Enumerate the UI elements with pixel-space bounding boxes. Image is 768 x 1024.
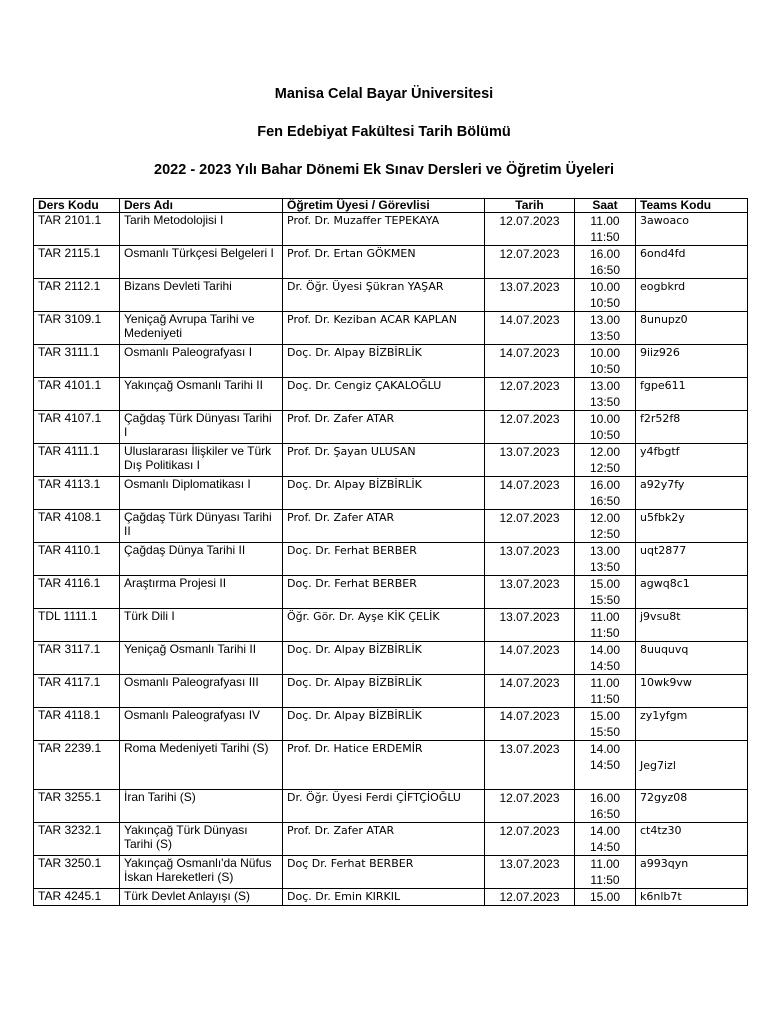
- table-header-row: [34, 199, 748, 213]
- teams-code-cell: [636, 741, 748, 790]
- course-name-cell: Uluslararası İlişkiler ve Türk Dış Politikası I: [120, 444, 283, 477]
- time-cell: [575, 477, 636, 510]
- lecturer-cell: Prof. Dr. Hatice ERDEMİR: [283, 741, 485, 790]
- teams-code-cell: f2r52f8: [636, 411, 748, 444]
- course-code-cell: TAR 3117.1: [34, 642, 120, 675]
- teams-code-cell: uqt2877: [636, 543, 748, 576]
- table-row: [34, 510, 748, 543]
- column-header-name: Ders Adı: [120, 199, 283, 213]
- lecturer-cell: Prof. Dr. Zafer ATAR: [283, 823, 485, 856]
- time-cell: [575, 576, 636, 609]
- course-code-cell: TAR 2115.1: [34, 246, 120, 279]
- teams-code-cell: 9iiz926: [636, 345, 748, 378]
- date-cell: 14.07.2023: [485, 345, 575, 378]
- time-cell: [575, 856, 636, 889]
- course-name-cell: Çağdaş Türk Dünyası Tarihi II: [120, 510, 283, 543]
- course-name-cell: Osmanlı Paleografyası I: [120, 345, 283, 378]
- table-row: [34, 444, 748, 477]
- start-time: 14.00: [589, 824, 621, 838]
- course-code-cell: TAR 3232.1: [34, 823, 120, 856]
- course-name-cell: Osmanlı Türkçesi Belgeleri I: [120, 246, 283, 279]
- teams-code-cell: fgpe611: [636, 378, 748, 411]
- lecturer-cell: Dr. Öğr. Üyesi Şükran YAŞAR: [283, 279, 485, 312]
- start-time: 10.00: [589, 346, 621, 360]
- end-time: 12:50: [589, 527, 621, 541]
- teams-code-cell: 10wk9vw: [636, 675, 748, 708]
- teams-code-cell: k6nlb7t: [636, 889, 748, 906]
- column-header-lecturer: Öğretim Üyesi / Görevlisi: [283, 199, 485, 213]
- teams-code-cell: agwq8c1: [636, 576, 748, 609]
- end-time: 10:50: [589, 428, 621, 442]
- end-time: 11:50: [590, 873, 620, 887]
- time-cell: [575, 213, 636, 246]
- time-cell: [575, 279, 636, 312]
- start-time: 10.00: [589, 280, 621, 294]
- time-cell: [575, 246, 636, 279]
- course-code-cell: TAR 2101.1: [34, 213, 120, 246]
- lecturer-cell: Doç. Dr. Alpay BİZBİRLİK: [283, 345, 485, 378]
- date-cell: 14.07.2023: [485, 312, 575, 345]
- exam-schedule-table: [33, 198, 748, 906]
- end-time: 11:50: [590, 692, 620, 706]
- end-time: 15:50: [589, 593, 621, 607]
- date-cell: 14.07.2023: [485, 675, 575, 708]
- lecturer-cell: Doç. Dr. Ferhat BERBER: [283, 576, 485, 609]
- teams-code-cell: zy1yfgm: [636, 708, 748, 741]
- lecturer-cell: Prof. Dr. Keziban ACAR KAPLAN: [283, 312, 485, 345]
- course-code-cell: TAR 4101.1: [34, 378, 120, 411]
- time-cell: [575, 345, 636, 378]
- course-code-cell: TAR 2239.1: [34, 741, 120, 790]
- lecturer-cell: Prof. Dr. Zafer ATAR: [283, 411, 485, 444]
- time-cell: [575, 609, 636, 642]
- start-time: 11.00: [590, 214, 620, 228]
- end-time: 16:50: [589, 807, 621, 821]
- course-code-cell: TAR 3111.1: [34, 345, 120, 378]
- column-header-teams: Teams Kodu: [636, 199, 748, 213]
- time-cell: [575, 378, 636, 411]
- course-name-cell: Bizans Devleti Tarihi: [120, 279, 283, 312]
- course-name-cell: Türk Dili I: [120, 609, 283, 642]
- teams-code-cell: eogbkrd: [636, 279, 748, 312]
- course-name-cell: Yakınçağ Türk Dünyası Tarihi (S): [120, 823, 283, 856]
- lecturer-cell: Doç Dr. Ferhat BERBER: [283, 856, 485, 889]
- table-row: [34, 345, 748, 378]
- course-name-cell: Osmanlı Diplomatikası I: [120, 477, 283, 510]
- time-cell: [575, 823, 636, 856]
- course-code-cell: TAR 4107.1: [34, 411, 120, 444]
- date-cell: 13.07.2023: [485, 741, 575, 790]
- lecturer-cell: Prof. Dr. Zafer ATAR: [283, 510, 485, 543]
- lecturer-cell: Prof. Dr. Muzaffer TEPEKAYA: [283, 213, 485, 246]
- date-cell: 12.07.2023: [485, 378, 575, 411]
- end-time: 13:50: [589, 329, 621, 343]
- teams-code-cell: 6ond4fd: [636, 246, 748, 279]
- date-cell: 13.07.2023: [485, 609, 575, 642]
- course-name-cell: Türk Devlet Anlayışı (S): [120, 889, 283, 906]
- lecturer-cell: Doç. Dr. Emin KIRKIL: [283, 889, 485, 906]
- start-time: 12.00: [589, 445, 621, 459]
- table-row: [34, 708, 748, 741]
- start-time: 15.00: [589, 577, 621, 591]
- time-cell: [575, 708, 636, 741]
- start-time: 14.00: [589, 742, 621, 756]
- date-cell: 13.07.2023: [485, 444, 575, 477]
- time-cell: [575, 675, 636, 708]
- lecturer-cell: Doç. Dr. Alpay BİZBİRLİK: [283, 675, 485, 708]
- lecturer-cell: Doç. Dr. Alpay BİZBİRLİK: [283, 708, 485, 741]
- table-row: [34, 856, 748, 889]
- course-name-cell: Yeniçağ Avrupa Tarihi ve Medeniyeti: [120, 312, 283, 345]
- lecturer-cell: Öğr. Gör. Dr. Ayşe KİK ÇELİK: [283, 609, 485, 642]
- start-time: 10.00: [589, 412, 621, 426]
- date-cell: 14.07.2023: [485, 477, 575, 510]
- course-name-cell: Roma Medeniyeti Tarihi (S): [120, 741, 283, 790]
- time-cell: [575, 889, 636, 906]
- end-time: 11:50: [590, 230, 620, 244]
- teams-code-cell: u5fbk2y: [636, 510, 748, 543]
- teams-code-cell: a92y7fy: [636, 477, 748, 510]
- table-row: [34, 543, 748, 576]
- table-row: [34, 279, 748, 312]
- course-code-cell: TAR 4110.1: [34, 543, 120, 576]
- time-cell: [575, 790, 636, 823]
- start-time: 11.00: [590, 610, 620, 624]
- end-time: 15:50: [589, 725, 621, 739]
- end-time: 14:50: [589, 840, 621, 854]
- date-cell: 14.07.2023: [485, 642, 575, 675]
- start-time: 13.00: [589, 379, 621, 393]
- lecturer-cell: Prof. Dr. Şayan ULUSAN: [283, 444, 485, 477]
- table-row: [34, 213, 748, 246]
- start-time: 12.00: [589, 511, 621, 525]
- table-row: [34, 609, 748, 642]
- course-code-cell: TAR 4117.1: [34, 675, 120, 708]
- start-time: 15.00: [589, 890, 621, 904]
- start-time: 16.00: [589, 247, 621, 261]
- start-time: 13.00: [589, 544, 621, 558]
- table-row: [34, 312, 748, 345]
- end-time: 10:50: [589, 296, 621, 310]
- course-name-cell: Çağdaş Türk Dünyası Tarihi I: [120, 411, 283, 444]
- course-name-cell: Çağdaş Dünya Tarihi II: [120, 543, 283, 576]
- table-row: [34, 790, 748, 823]
- lecturer-cell: Dr. Öğr. Üyesi Ferdi ÇİFTÇİOĞLU: [283, 790, 485, 823]
- lecturer-cell: Doç. Dr. Alpay BİZBİRLİK: [283, 642, 485, 675]
- date-cell: 12.07.2023: [485, 510, 575, 543]
- date-cell: 12.07.2023: [485, 823, 575, 856]
- time-cell: [575, 642, 636, 675]
- course-name-cell: Osmanlı Paleografyası IV: [120, 708, 283, 741]
- course-name-cell: Yakınçağ Osmanlı'da Nüfus İskan Hareketleri (S): [120, 856, 283, 889]
- end-time: 13:50: [589, 560, 621, 574]
- date-cell: 13.07.2023: [485, 576, 575, 609]
- course-code-cell: TAR 3255.1: [34, 790, 120, 823]
- end-time: 12:50: [589, 461, 621, 475]
- teams-code-cell: a993qyn: [636, 856, 748, 889]
- course-code-cell: TAR 2112.1: [34, 279, 120, 312]
- teams-code-cell: 8unupz0: [636, 312, 748, 345]
- date-cell: 13.07.2023: [485, 279, 575, 312]
- course-code-cell: TDL 1111.1: [34, 609, 120, 642]
- date-cell: 13.07.2023: [485, 543, 575, 576]
- table-row: [34, 378, 748, 411]
- teams-code: Jeg7izl: [640, 759, 676, 772]
- time-cell: [575, 312, 636, 345]
- course-code-cell: TAR 4113.1: [34, 477, 120, 510]
- time-cell: [575, 543, 636, 576]
- course-name-cell: İran Tarihi (S): [120, 790, 283, 823]
- course-name-cell: Araştırma Projesi II: [120, 576, 283, 609]
- column-header-date: Tarih: [485, 199, 575, 213]
- table-row: [34, 576, 748, 609]
- course-code-cell: TAR 3250.1: [34, 856, 120, 889]
- teams-code-cell: 8uuquvq: [636, 642, 748, 675]
- column-header-time: Saat: [575, 199, 636, 213]
- course-code-cell: TAR 4111.1: [34, 444, 120, 477]
- table-row: [34, 642, 748, 675]
- lecturer-cell: Prof. Dr. Ertan GÖKMEN: [283, 246, 485, 279]
- date-cell: 14.07.2023: [485, 708, 575, 741]
- date-cell: 12.07.2023: [485, 790, 575, 823]
- start-time: 16.00: [589, 791, 621, 805]
- table-row: [34, 477, 748, 510]
- table-row: [34, 246, 748, 279]
- faculty-title: Fen Edebiyat Fakültesi Tarih Bölümü: [257, 124, 511, 140]
- teams-code-cell: 3awoaco: [636, 213, 748, 246]
- column-header-code: Ders Kodu: [34, 199, 120, 213]
- start-time: 14.00: [589, 643, 621, 657]
- start-time: 16.00: [589, 478, 621, 492]
- teams-code-cell: y4fbgtf: [636, 444, 748, 477]
- course-name-cell: Yeniçağ Osmanlı Tarihi II: [120, 642, 283, 675]
- teams-code-cell: 72gyz08: [636, 790, 748, 823]
- teams-code-cell: j9vsu8t: [636, 609, 748, 642]
- start-time: 11.00: [590, 857, 620, 871]
- end-time: 14:50: [589, 758, 621, 772]
- lecturer-cell: Doç. Dr. Cengiz ÇAKALOĞLU: [283, 378, 485, 411]
- date-cell: 12.07.2023: [485, 246, 575, 279]
- time-cell: [575, 741, 636, 790]
- start-time: 13.00: [589, 313, 621, 327]
- date-cell: 12.07.2023: [485, 411, 575, 444]
- course-name-cell: Tarih Metodolojisi I: [120, 213, 283, 246]
- time-cell: [575, 510, 636, 543]
- lecturer-cell: Doç. Dr. Ferhat BERBER: [283, 543, 485, 576]
- lecturer-cell: Doç. Dr. Alpay BİZBİRLİK: [283, 477, 485, 510]
- date-cell: 12.07.2023: [485, 213, 575, 246]
- university-title: Manisa Celal Bayar Üniversitesi: [274, 86, 494, 102]
- table-row: [34, 823, 748, 856]
- start-time: 15.00: [589, 709, 621, 723]
- document-subject: 2022 - 2023 Yılı Bahar Dönemi Ek Sınav Dersleri ve Öğretim Üyeleri: [154, 162, 614, 178]
- course-code-cell: TAR 3109.1: [34, 312, 120, 345]
- table-row: [34, 889, 748, 906]
- table-row: [34, 675, 748, 708]
- end-time: 11:50: [590, 626, 620, 640]
- course-code-cell: TAR 4108.1: [34, 510, 120, 543]
- time-cell: [575, 444, 636, 477]
- end-time: 16:50: [589, 494, 621, 508]
- end-time: 13:50: [589, 395, 621, 409]
- course-code-cell: TAR 4118.1: [34, 708, 120, 741]
- course-name-cell: Osmanlı Paleografyası III: [120, 675, 283, 708]
- teams-code-cell: ct4tz30: [636, 823, 748, 856]
- time-cell: [575, 411, 636, 444]
- start-time: 11.00: [590, 676, 620, 690]
- date-cell: 13.07.2023: [485, 856, 575, 889]
- course-code-cell: TAR 4245.1: [34, 889, 120, 906]
- end-time: 14:50: [589, 659, 621, 673]
- course-name-cell: Yakınçağ Osmanlı Tarihi II: [120, 378, 283, 411]
- course-code-cell: TAR 4116.1: [34, 576, 120, 609]
- end-time: 10:50: [589, 362, 621, 376]
- table-row: [34, 411, 748, 444]
- end-time: 16:50: [589, 263, 621, 277]
- date-cell: 12.07.2023: [485, 889, 575, 906]
- table-row: [34, 741, 748, 790]
